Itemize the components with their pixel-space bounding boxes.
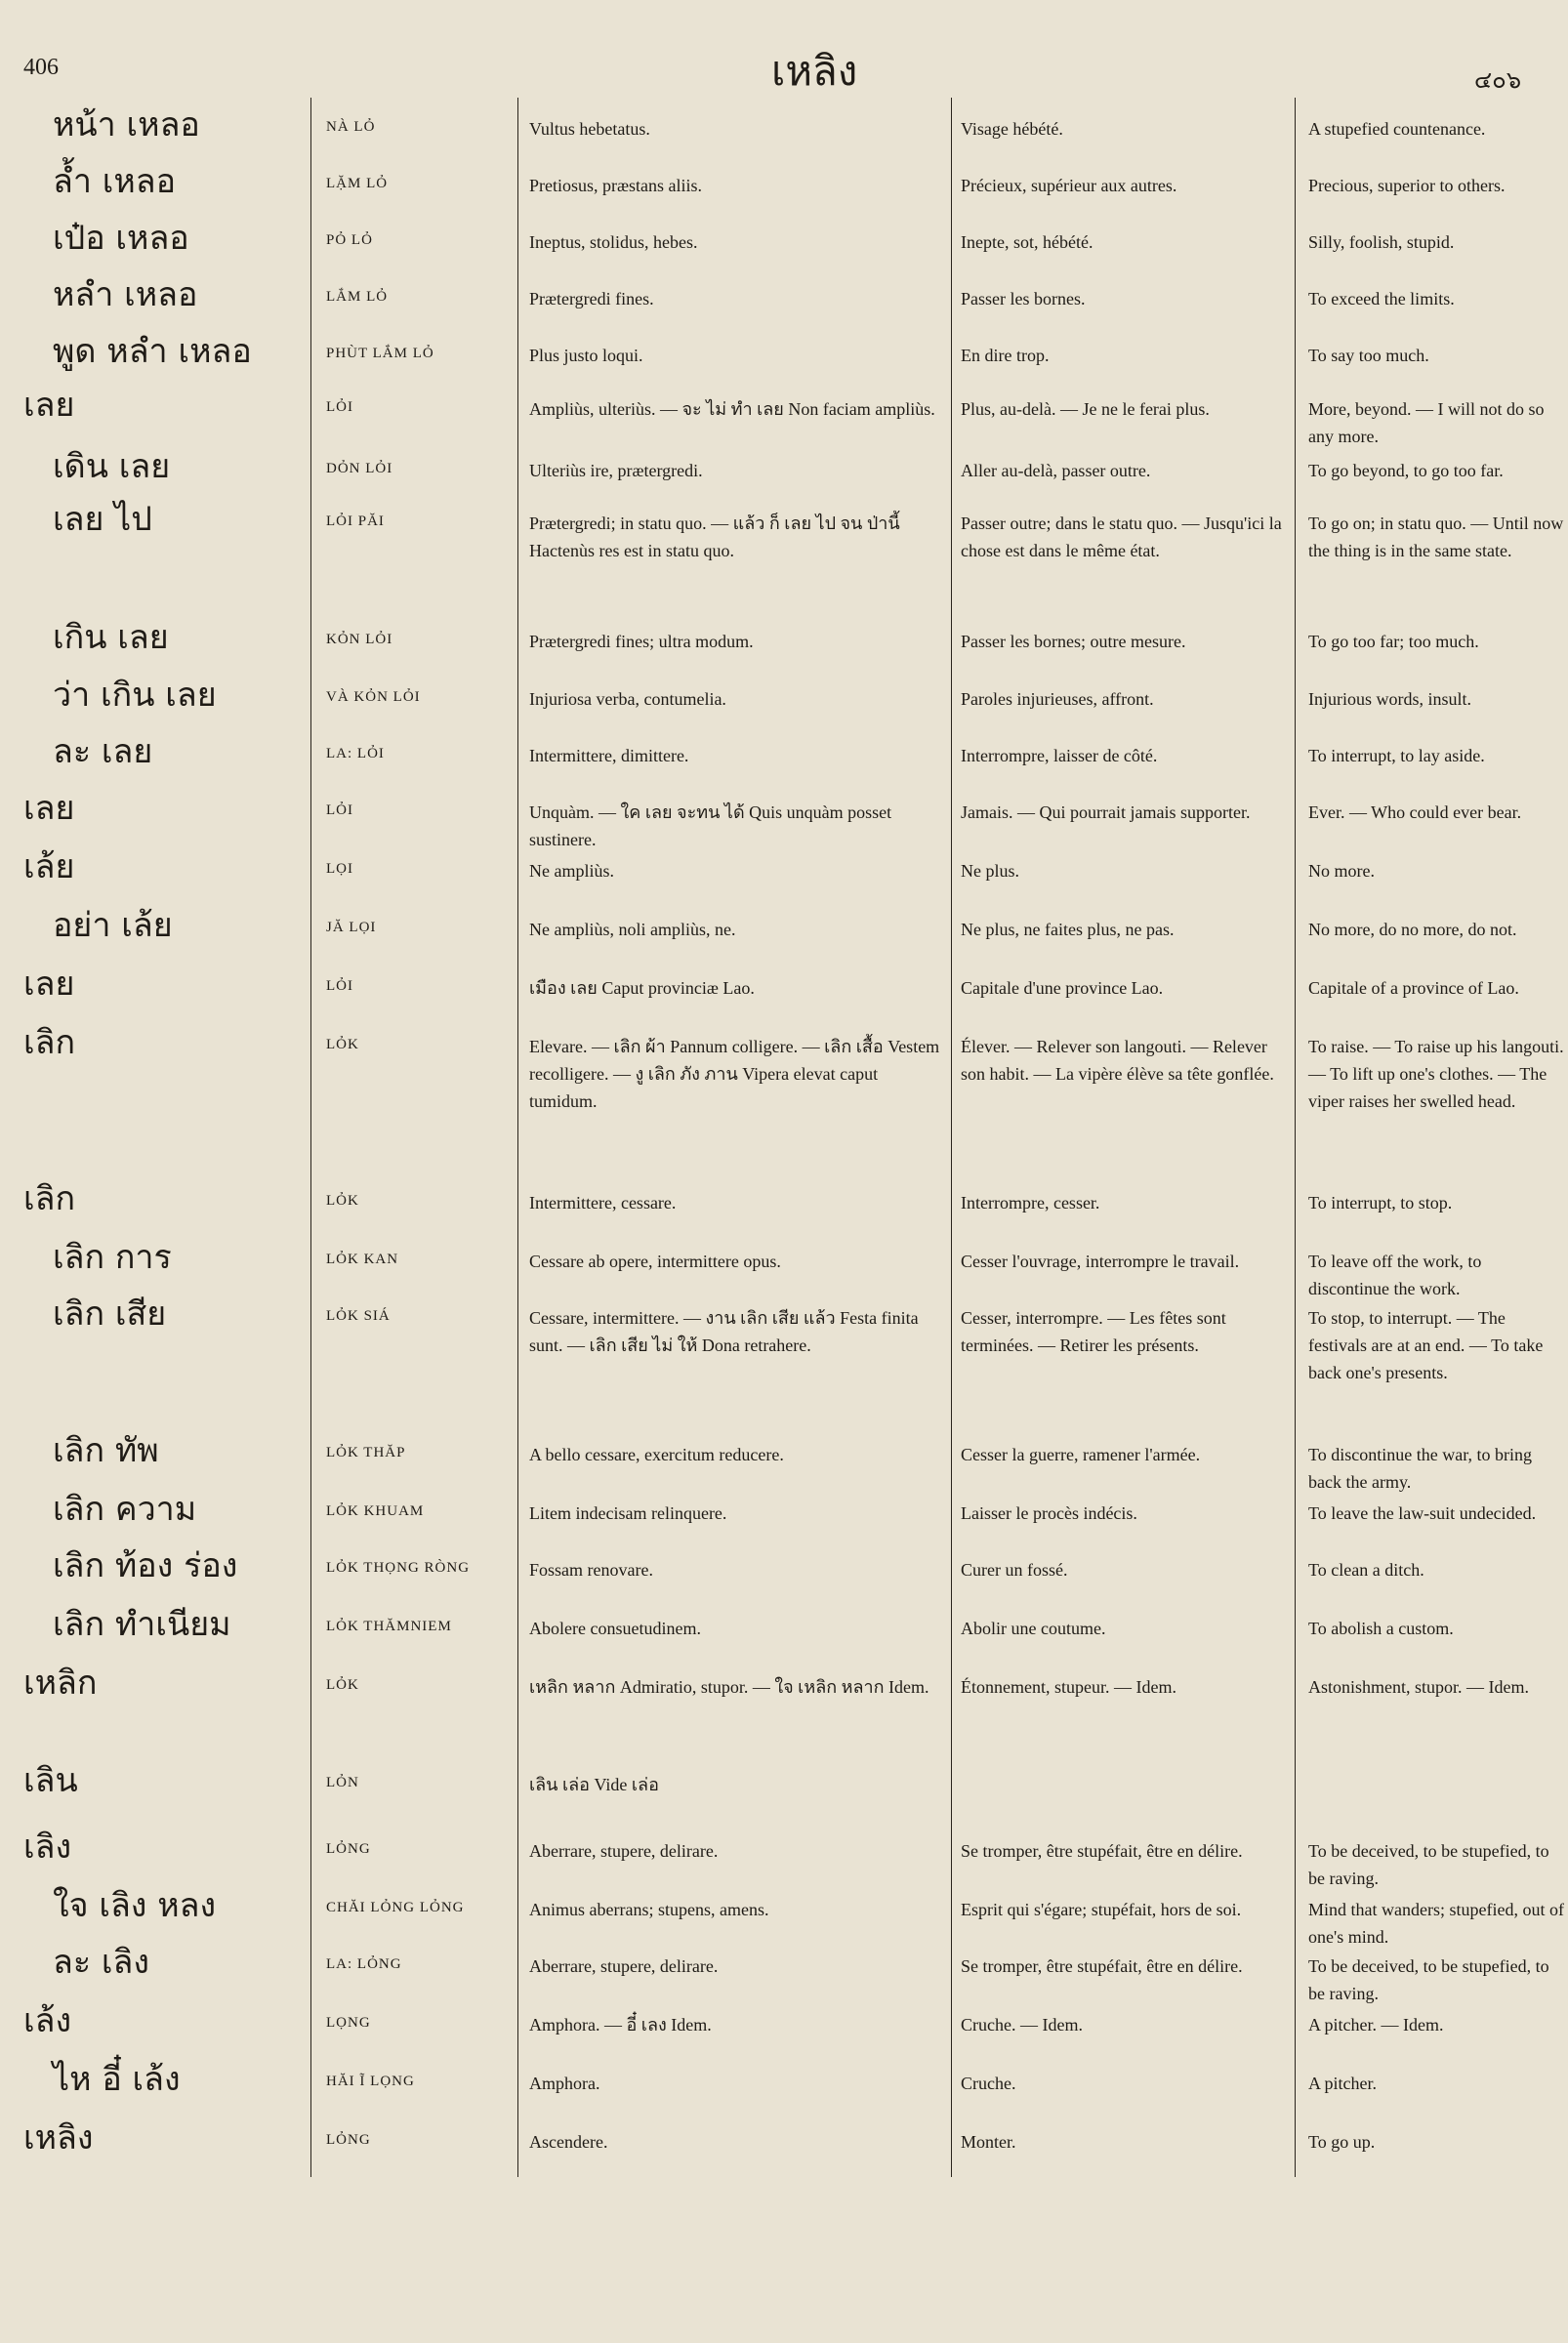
french-definition: Paroles injurieuses, affront. <box>961 689 1154 709</box>
french-definition: Se tromper, être stupéfait, être en délire. <box>961 1956 1243 1976</box>
thai-headword: เกิน เลย <box>53 618 169 657</box>
latin-definition: Prætergredi fines; ultra modum. <box>529 632 754 651</box>
thai-headword: เลิก ทัพ <box>53 1431 159 1470</box>
latin-definition: Prætergredi fines. <box>529 289 654 308</box>
romanization: LỎK KHUAM <box>326 1503 425 1519</box>
romanization: JĂ LỌI <box>326 920 377 935</box>
romanization: LỎI PĂI <box>326 514 385 529</box>
thai-headword: เล้ง <box>23 2001 72 2040</box>
thai-headword: เลิก ความ <box>53 1490 197 1529</box>
romanization: DỎN LỎI <box>326 461 393 476</box>
romanization: LỎK THĂP <box>326 1445 406 1460</box>
english-definition: More, beyond. — I will not do so any more. <box>1308 399 1545 446</box>
thai-headword: เลย <box>23 965 75 1004</box>
latin-definition: Aberrare, stupere, delirare. <box>529 1841 719 1861</box>
english-definition: Capitale of a province of Lao. <box>1308 978 1519 998</box>
thai-headword: เหลิง <box>23 2118 94 2158</box>
english-definition: Ever. — Who could ever bear. <box>1308 802 1522 822</box>
romanization: LẮM LỎ <box>326 289 389 305</box>
english-definition: To exceed the limits. <box>1308 289 1455 308</box>
latin-definition: Pretiosus, præstans aliis. <box>529 176 703 195</box>
thai-headword: ล้ำ เหลอ <box>53 162 177 201</box>
thai-headword: เลิก <box>23 1179 76 1218</box>
romanization: LA: LỎNG <box>326 1956 402 1972</box>
french-definition: Cruche. — Idem. <box>961 2015 1083 2035</box>
thai-headword: อย่า เล้ย <box>53 906 173 945</box>
english-definition: Mind that wanders; stupefied, out of one's mind. <box>1308 1900 1564 1947</box>
column-rule <box>310 98 311 2177</box>
thai-headword: เลิน <box>23 1761 78 1800</box>
french-definition: Se tromper, être stupéfait, être en délire. <box>961 1841 1243 1861</box>
french-definition: Étonnement, stupeur. — Idem. <box>961 1677 1176 1697</box>
latin-definition: Ampliùs, ulteriùs. — จะ ไม่ ทำ เลย Non faciam ampliùs. <box>529 399 935 419</box>
romanization: LỎK <box>326 1193 359 1209</box>
french-definition: Passer les bornes. <box>961 289 1086 308</box>
thai-folio: ๔๐๖ <box>1474 66 1522 94</box>
romanization: HĂI Ĩ LỌNG <box>326 2074 415 2089</box>
french-definition: Passer les bornes; outre mesure. <box>961 632 1186 651</box>
english-definition: To leave off the work, to discontinue the work. <box>1308 1252 1482 1298</box>
romanization: LỎNG <box>326 1841 371 1857</box>
thai-headword: ไห อี๋ เล้ง <box>53 2060 181 2099</box>
romanization: NÀ LỎ <box>326 119 376 135</box>
romanization: LỌI <box>326 861 353 877</box>
romanization: LỎK THĂMNIEM <box>326 1619 452 1634</box>
thai-headword: ใจ เลิง หลง <box>53 1886 217 1925</box>
latin-definition: Litem indecisam relinquere. <box>529 1503 727 1523</box>
thai-headword: เล้ย <box>23 847 75 886</box>
thai-headword: ละ เลิง <box>53 1943 149 1982</box>
latin-definition: Ineptus, stolidus, hebes. <box>529 232 698 252</box>
french-definition: Passer outre; dans le statu quo. — Jusqu'ici la chose est dans le même état. <box>961 514 1282 560</box>
latin-definition: Vultus hebetatus. <box>529 119 650 139</box>
english-definition: Precious, superior to others. <box>1308 176 1506 195</box>
column-rule <box>951 98 952 2177</box>
latin-definition: A bello cessare, exercitum reducere. <box>529 1445 784 1464</box>
english-definition: To go on; in statu quo. — Until now the thing is in the same state. <box>1308 514 1564 560</box>
english-definition: To leave the law-suit undecided. <box>1308 1503 1537 1523</box>
french-definition: Aller au-delà, passer outre. <box>961 461 1151 480</box>
latin-definition: Elevare. — เลิก ผ้า Pannum colligere. — เลิก เสื้อ Vestem recolligere. — งู เลิก ภัง ภาน Vipera elevat caput tumidum. <box>529 1037 940 1111</box>
french-definition: Visage hébété. <box>961 119 1063 139</box>
romanization: LỎK <box>326 1037 359 1052</box>
thai-headword: หลำ เหลอ <box>53 275 198 314</box>
thai-headword: พูด หลำ เหลอ <box>53 332 252 371</box>
romanization: VÀ KỎN LỎI <box>326 689 421 705</box>
romanization: LỎNG <box>326 2132 371 2148</box>
romanization: LỎK SIÁ <box>326 1308 391 1324</box>
french-definition: Capitale d'une province Lao. <box>961 978 1164 998</box>
romanization: KỎN LỎI <box>326 632 393 647</box>
romanization: LA: LỎI <box>326 746 385 761</box>
thai-headword: ว่า เกิน เลย <box>53 676 217 715</box>
french-definition: Interrompre, cesser. <box>961 1193 1100 1213</box>
latin-definition: Fossam renovare. <box>529 1560 653 1580</box>
romanization: LỌNG <box>326 2015 371 2031</box>
romanization: LỎK THỌNG RÒNG <box>326 1560 471 1576</box>
english-definition: To say too much. <box>1308 346 1429 365</box>
romanization: LỎN <box>326 1775 359 1790</box>
romanization: PỎ LỎ <box>326 232 373 248</box>
thai-headword: หน้า เหลอ <box>53 105 200 144</box>
romanization: LỎI <box>326 978 353 994</box>
english-definition: To be deceived, to be stupefied, to be raving. <box>1308 1956 1549 2003</box>
french-definition: Jamais. — Qui pourrait jamais supporter. <box>961 802 1251 822</box>
thai-headword: เลิก ท้อง ร่อง <box>53 1546 238 1585</box>
latin-definition: Ulteriùs ire, prætergredi. <box>529 461 703 480</box>
latin-definition: Amphora. <box>529 2074 600 2093</box>
english-definition: Silly, foolish, stupid. <box>1308 232 1455 252</box>
latin-definition: เลิน เล่อ Vide เล่อ <box>529 1775 659 1794</box>
english-definition: To abolish a custom. <box>1308 1619 1454 1638</box>
french-definition: Esprit qui s'égare; stupéfait, hors de soi. <box>961 1900 1242 1919</box>
thai-headword: เลิก <box>23 1023 76 1062</box>
english-definition: A pitcher. — Idem. <box>1308 2015 1444 2035</box>
page-number: 406 <box>23 55 59 80</box>
french-definition: Cruche. <box>961 2074 1016 2093</box>
french-definition: Cesser, interrompre. — Les fêtes sont terminées. — Retirer les présents. <box>961 1308 1226 1355</box>
english-definition: A stupefied countenance. <box>1308 119 1486 139</box>
latin-definition: Plus justo loqui. <box>529 346 643 365</box>
latin-definition: Cessare, intermittere. — งาน เลิก เสีย แล้ว Festa finita sunt. — เลิก เสีย ไม่ ให้ Dona retrahere. <box>529 1308 919 1355</box>
french-definition: Cesser la guerre, ramener l'armée. <box>961 1445 1201 1464</box>
thai-headword: เดิน เลย <box>53 447 171 486</box>
english-definition: A pitcher. <box>1308 2074 1377 2093</box>
english-definition: To raise. — To raise up his langouti. — To lift up one's clothes. — The viper raises her swelled head. <box>1308 1037 1564 1111</box>
thai-headword: ละ เลย <box>53 732 153 771</box>
english-definition: Astonishment, stupor. — Idem. <box>1308 1677 1529 1697</box>
latin-definition: Ne ampliùs, noli ampliùs, ne. <box>529 920 736 939</box>
romanization: LỎI <box>326 399 353 415</box>
thai-headword: เลิก การ <box>53 1238 172 1277</box>
romanization: LỎI <box>326 802 353 818</box>
french-definition: Élever. — Relever son langouti. — Relever son habit. — La vipère élève sa tête gonflée. <box>961 1037 1274 1084</box>
french-definition: Plus, au-delà. — Je ne le ferai plus. <box>961 399 1210 419</box>
french-definition: Ne plus. <box>961 861 1019 881</box>
latin-definition: เมือง เลย Caput provinciæ Lao. <box>529 978 755 998</box>
thai-headword: เลย <box>23 789 75 828</box>
latin-definition: Ne ampliùs. <box>529 861 614 881</box>
french-definition: Laisser le procès indécis. <box>961 1503 1137 1523</box>
english-definition: To stop, to interrupt. — The festivals are at an end. — To take back one's presents. <box>1308 1308 1544 1382</box>
latin-definition: เหลิก หลาก Admiratio, stupor. — ใจ เหลิก หลาก Idem. <box>529 1677 929 1697</box>
thai-headword: เหลิก <box>23 1664 98 1703</box>
thai-headword: เลิก เสีย <box>53 1295 167 1334</box>
french-definition: Précieux, supérieur aux autres. <box>961 176 1177 195</box>
thai-headword: เป๋อ เหลอ <box>53 219 189 258</box>
french-definition: En dire trop. <box>961 346 1050 365</box>
latin-definition: Animus aberrans; stupens, amens. <box>529 1900 769 1919</box>
english-definition: Injurious words, insult. <box>1308 689 1472 709</box>
english-definition: To go beyond, to go too far. <box>1308 461 1504 480</box>
romanization: PHÙT LẮM LỎ <box>326 346 434 361</box>
french-definition: Ne plus, ne faites plus, ne pas. <box>961 920 1175 939</box>
romanization: LỎK KAN <box>326 1252 399 1267</box>
english-definition: To be deceived, to be stupefied, to be raving. <box>1308 1841 1549 1888</box>
latin-definition: Intermittere, dimittere. <box>529 746 689 765</box>
latin-definition: Abolere consuetudinem. <box>529 1619 701 1638</box>
running-head: เหลิง <box>771 47 858 95</box>
column-rule <box>1295 98 1296 2177</box>
english-definition: To go too far; too much. <box>1308 632 1479 651</box>
thai-headword: เลย <box>23 386 75 425</box>
romanization: LỎK <box>326 1677 359 1693</box>
english-definition: No more. <box>1308 861 1375 881</box>
english-definition: To discontinue the war, to bring back the army. <box>1308 1445 1532 1492</box>
latin-definition: Unquàm. — ใค เลย จะทน ได้ Quis unquàm posset sustinere. <box>529 802 892 849</box>
english-definition: To interrupt, to stop. <box>1308 1193 1453 1213</box>
latin-definition: Intermittere, cessare. <box>529 1193 677 1213</box>
romanization: CHĂI LỎNG LỎNG <box>326 1900 465 1915</box>
latin-definition: Amphora. — อี๋ เลง Idem. <box>529 2015 712 2035</box>
thai-headword: เลิง <box>23 1828 72 1867</box>
latin-definition: Ascendere. <box>529 2132 608 2152</box>
english-definition: No more, do no more, do not. <box>1308 920 1517 939</box>
french-definition: Cesser l'ouvrage, interrompre le travail. <box>961 1252 1240 1271</box>
romanization: LẶM LỎ <box>326 176 389 191</box>
english-definition: To clean a ditch. <box>1308 1560 1424 1580</box>
latin-definition: Prætergredi; in statu quo. — แล้ว ก็ เลย ไป จน ป่านี้ Hactenùs res est in statu quo. <box>529 514 900 560</box>
french-definition: Interrompre, laisser de côté. <box>961 746 1158 765</box>
french-definition: Monter. <box>961 2132 1016 2152</box>
french-definition: Curer un fossé. <box>961 1560 1068 1580</box>
french-definition: Abolir une coutume. <box>961 1619 1106 1638</box>
thai-headword: เลย ไป <box>53 500 152 539</box>
french-definition: Inepte, sot, hébété. <box>961 232 1093 252</box>
latin-definition: Injuriosa verba, contumelia. <box>529 689 726 709</box>
english-definition: To interrupt, to lay aside. <box>1308 746 1485 765</box>
english-definition: To go up. <box>1308 2132 1376 2152</box>
thai-headword: เลิก ทำเนียม <box>53 1605 231 1644</box>
latin-definition: Aberrare, stupere, delirare. <box>529 1956 719 1976</box>
latin-definition: Cessare ab opere, intermittere opus. <box>529 1252 781 1271</box>
